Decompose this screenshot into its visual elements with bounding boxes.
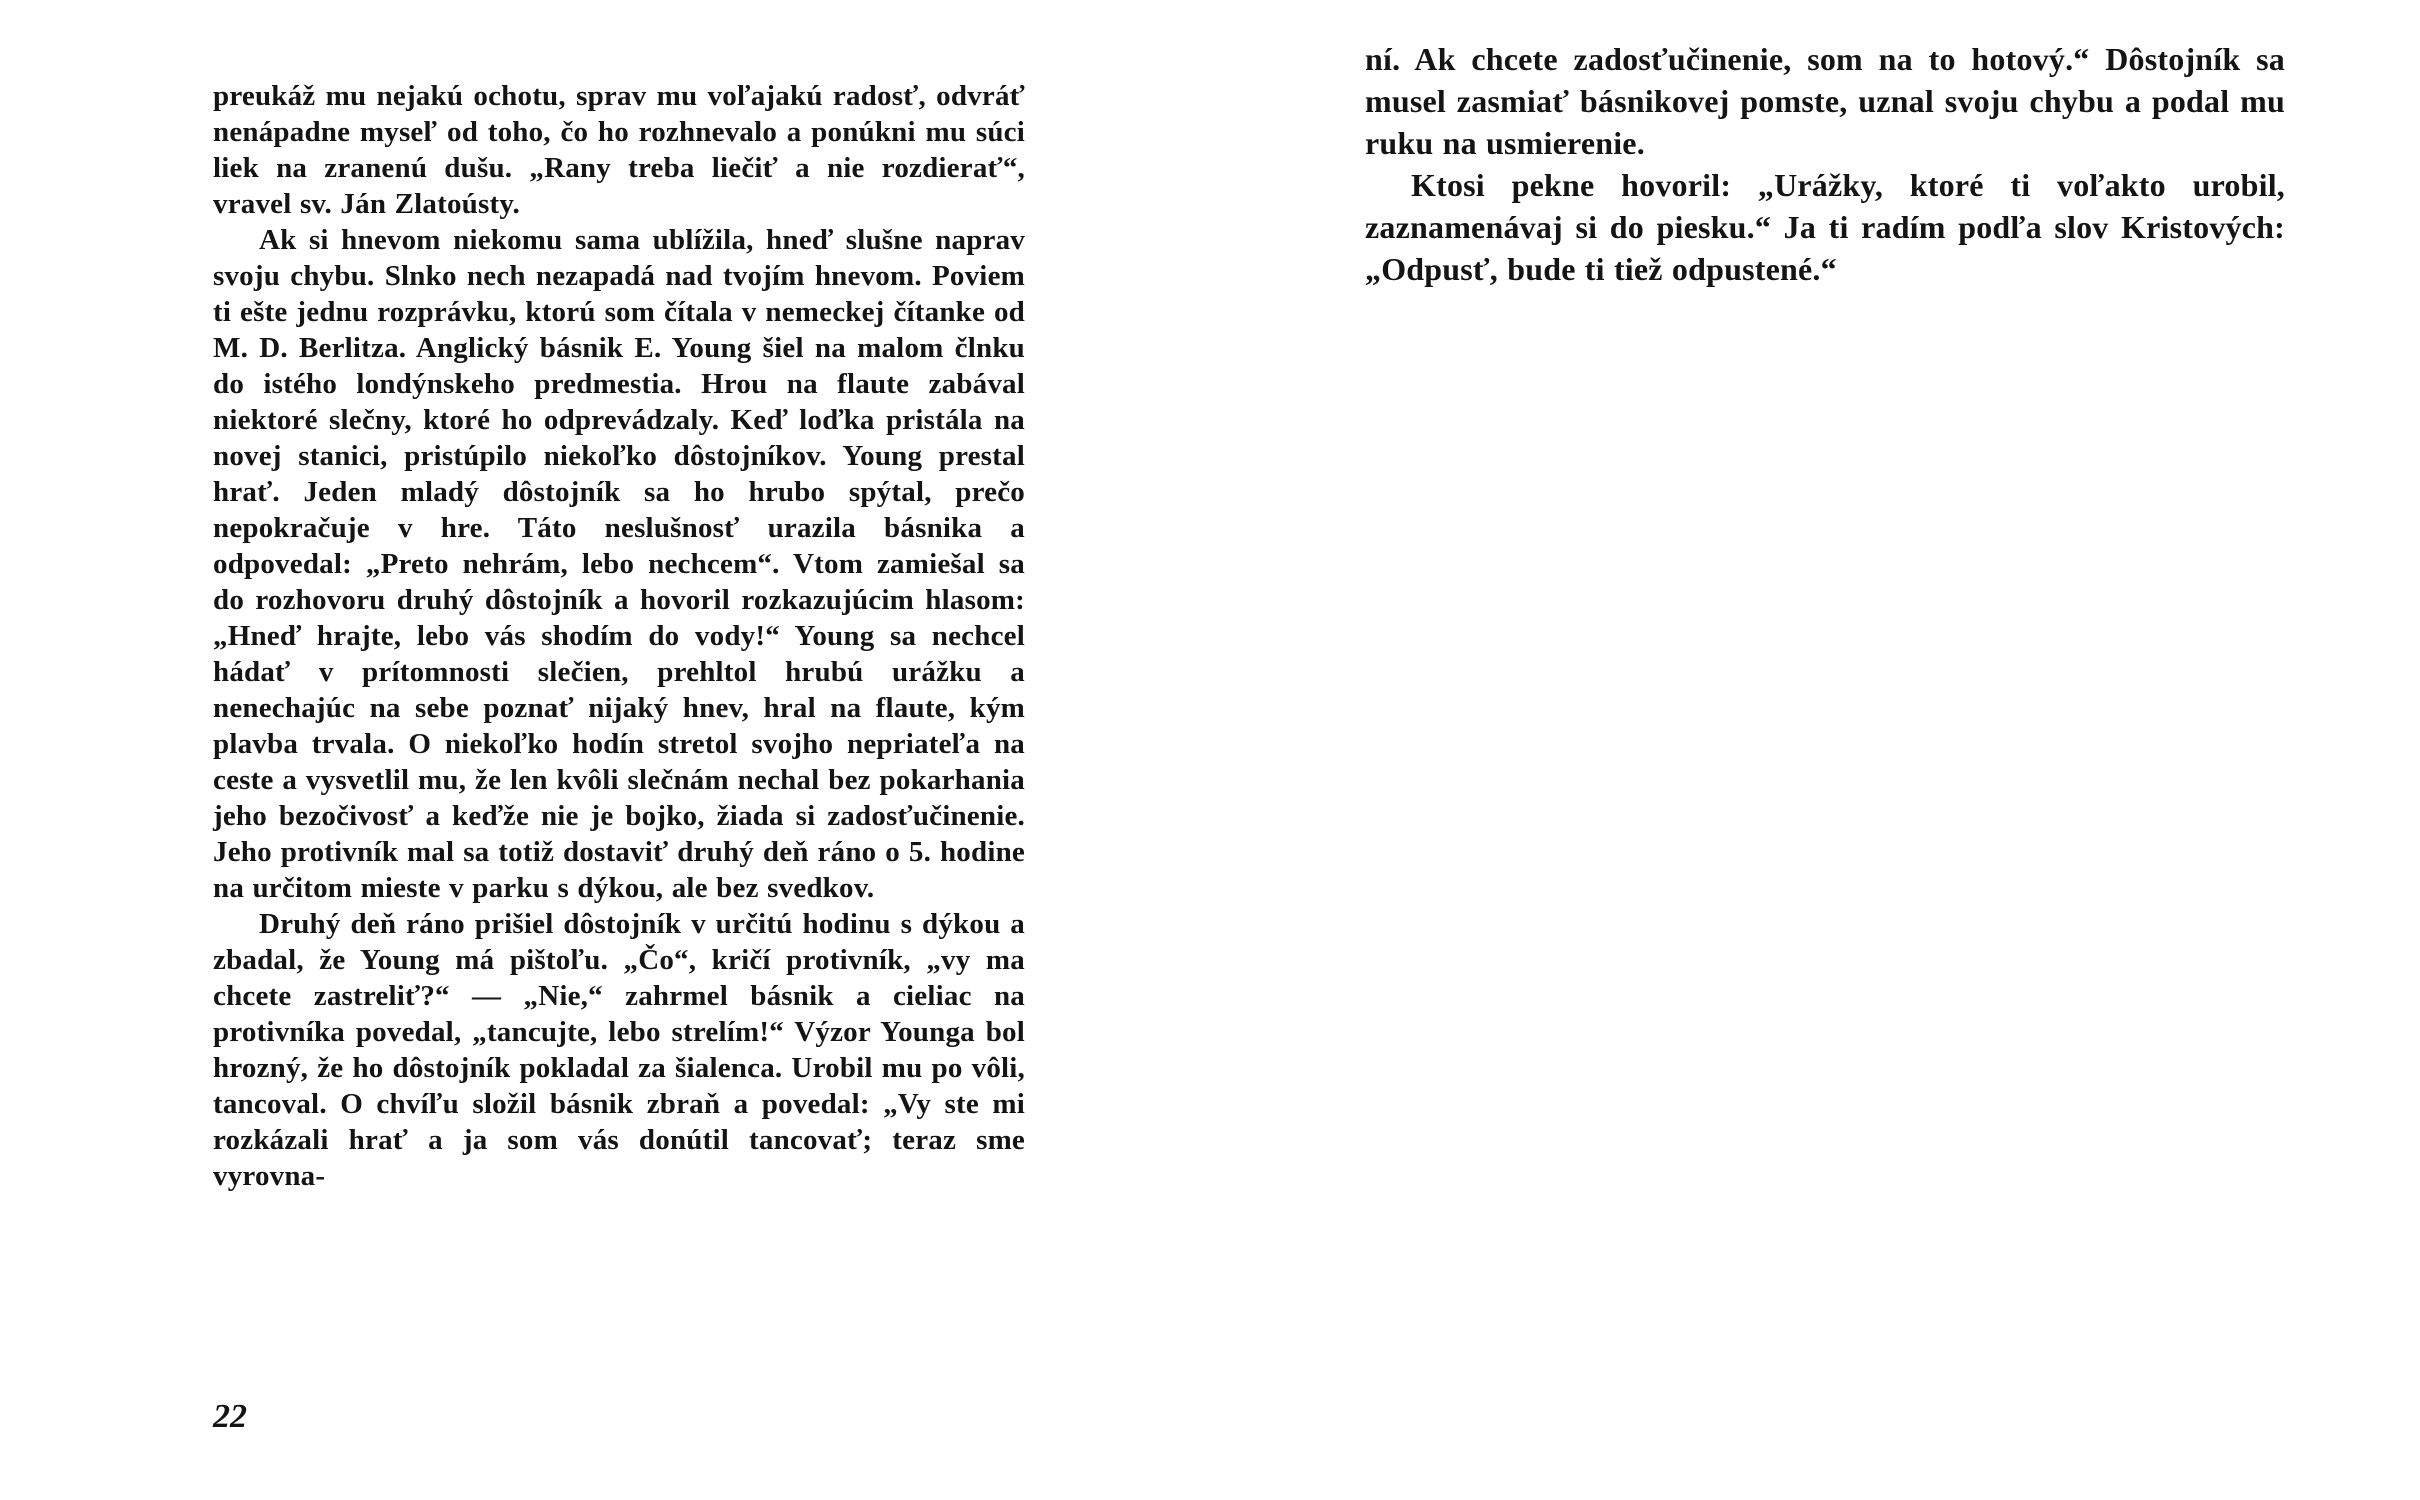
right-page-text-block <box>1365 38 2285 290</box>
page-number: 22 <box>213 1398 247 1435</box>
paragraph-continuation: preukáž mu nejakú ochotu, sprav mu voľajakú radosť, odvráť nenápadne myseľ od toho, čo ho rozhnevalo a ponúkni mu súci liek na zranenú dušu. „Rany treba liečiť a nie rozdierať“, vravel sv. Ján Zlatoústy. <box>213 80 1025 220</box>
paragraph: Druhý deň ráno prišiel dôstojník v určitú hodinu s dýkou a zbadal, že Young má pištoľu. „Čo“, kričí protivník, „vy ma chcete zastreliť?“ — „Nie,“ zahrmel básnik a cieliac na protivníka povedal, „tancujte, lebo strelím!“ Výzor Younga bol hrozný, že ho dôstojník pokladal za šialenca. Urobil mu po vôli, tancoval. O chvíľu složil básnik zbraň a povedal: „Vy ste mi rozkázali hrať a ja som vás donútil tancovať; teraz sme vyrovna- <box>213 908 1025 1192</box>
left-page-text-block <box>213 78 1025 1194</box>
paragraph: Ktosi pekne hovoril: „Urážky, ktoré ti voľakto urobil, zaznamenávaj si do piesku.“ Ja ti radím podľa slov Kristových: „Odpusť, bude ti tiež odpustené.“ <box>1365 167 2285 287</box>
paragraph-continuation: ní. Ak chcete zadosťučinenie, som na to hotový.“ Dôstojník sa musel zasmiať básnikovej pomste, uznal svoju chybu a podal mu ruku na usmierenie. <box>1365 41 2285 161</box>
paragraph: Ak si hnevom niekomu sama ublížila, hneď slušne naprav svoju chybu. Slnko nech nezapadá nad tvojím hnevom. Poviem ti ešte jednu rozprávku, ktorú som čítala v nemeckej čítanke od M. D. Berlitza. Anglický básnik E. Young šiel na malom člnku do istého londýnskeho predmestia. Hrou na flaute zabával niektoré slečny, ktoré ho odprevádzaly. Keď loďka pristála na novej stanici, pristúpilo niekoľko dôstojníkov. Young prestal hrať. Jeden mladý dôstojník sa ho hrubo spýtal, prečo nepokračuje v hre. Táto neslušnosť urazila básnika a odpovedal: „Preto nehrám, lebo nechcem“. Vtom zamiešal sa do rozhovoru druhý dôstojník a hovoril rozkazujúcim hlasom: „Hneď hrajte, lebo vás shodím do vody!“ Young sa nechcel hádať v prítomnosti slečien, prehltol hrubú urážku a nenechajúc na sebe poznať nijaký hnev, hral na flaute, kým plavba trvala. O niekoľko hodín stretol svojho nepriateľa na ceste a vysvetlil mu, že len kvôli slečnám nechal bez pokarhania jeho bezočivosť a keďže nie je bojko, žiada si zadosťučinenie. Jeho protivník mal sa totiž dostaviť druhý deň ráno o 5. hodine na určitom mieste v parku s dýkou, ale bez svedkov. <box>213 224 1025 904</box>
